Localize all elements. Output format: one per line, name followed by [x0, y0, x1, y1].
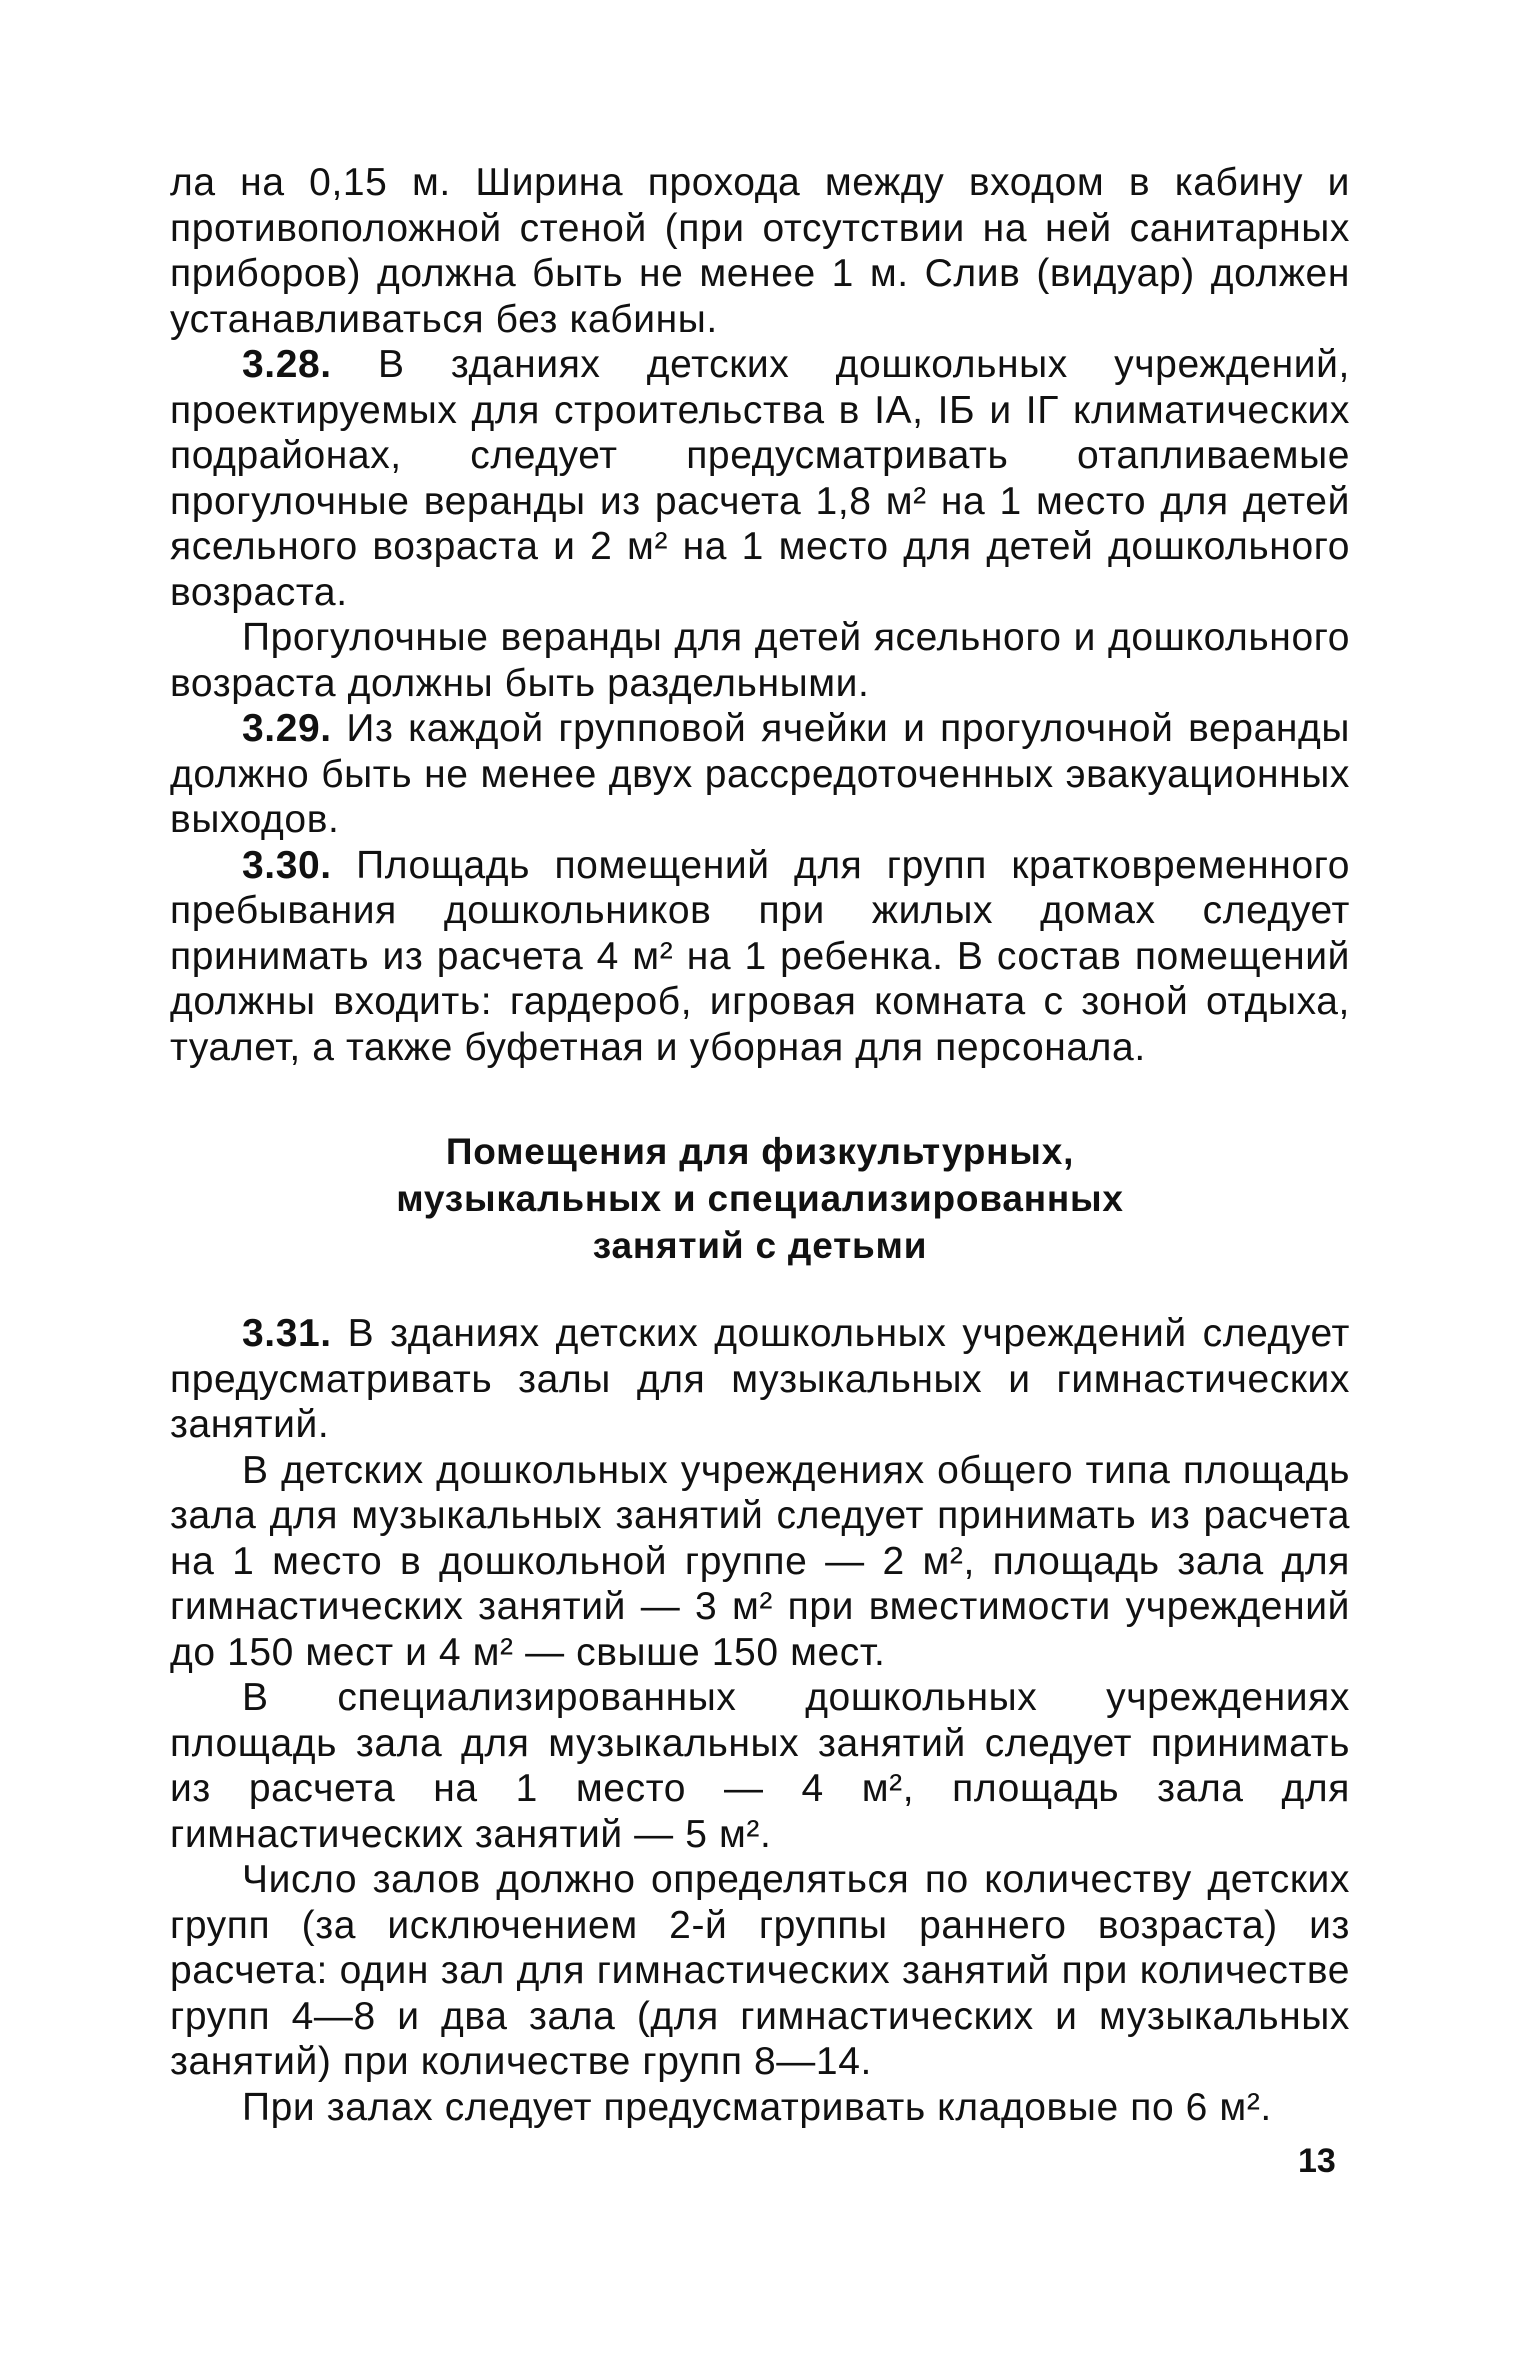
paragraph-general-type [170, 1448, 1350, 1676]
heading-line: музыкальных и специализированных [396, 1178, 1124, 1219]
paragraph-text: В зданиях детских дошкольных учреждений, проектируемых для строительства в IA, IБ и IГ климатических подрайонах, следует предусматривать отапливаемые прогулочные веранды из расчета 1,8 м² на 1 место для детей ясельного возраста и 2 м² на 1 место для детей дошкольного возраста. [170, 343, 1350, 614]
clause-number: 3.29. [242, 707, 332, 750]
clause-number: 3.30. [242, 843, 332, 887]
clause-number: 3.31. [242, 1312, 332, 1355]
page-number: 13 [1298, 2142, 1336, 2180]
heading-line: Помещения для физкультурных, [445, 1131, 1075, 1172]
paragraph-3-31 [170, 1311, 1350, 1448]
paragraph-continuation [170, 160, 1350, 342]
paragraph-text: Число залов должно определяться по количеству детских групп (за исключением 2-й группы раннего возраста) из расчета: один зал для гимнастических занятий при количестве групп 4—8 и два зала (для гимнастических и музыкальных занятий) при количестве групп 8—14. [170, 1858, 1350, 2083]
paragraph-hall-count [170, 1857, 1350, 2085]
paragraph-text: В зданиях детских дошкольных учреждений следует предусматривать залы для музыкальных и гимнастических занятий. [170, 1312, 1350, 1446]
paragraph-text: Площадь помещений для групп кратковременного пребывания дошкольников при жилых домах следует принимать из расчета 4 м² на 1 ребенка. В состав помещений должны входить: гардероб, игровая комната с зоной отдыха, туалет, а также буфетная и уборная для персонала. [170, 843, 1350, 1069]
clause-number: 3.28. [242, 343, 332, 386]
paragraph-text: В детских дошкольных учреждениях общего типа площадь зала для музыкальных занятий следует принимать из расчета на 1 место в дошкольной группе — 2 м², площадь зала для гимнастических занятий — 3 м² при вместимости учреждений до 150 мест и 4 м² — свыше 150 мест. [170, 1448, 1350, 1674]
paragraph-storage [170, 2085, 1350, 2131]
paragraph-text: ла на 0,15 м. Ширина прохода между входом в кабину и противоположной стеной (при отсутствии на ней санитарных приборов) должна быть не менее 1 м. Слив (видуар) должен устанавливаться без кабины. [170, 161, 1350, 341]
paragraph-text: Прогулочные веранды для детей ясельного и дошкольного возраста должны быть раздельными. [170, 616, 1350, 705]
paragraph-verandas [170, 615, 1350, 706]
paragraph-text: Из каждой групповой ячейки и прогулочной веранды должно быть не менее двух рассредоточенных эвакуационных выходов. [170, 707, 1350, 841]
paragraph-3-29 [170, 706, 1350, 843]
document-page [170, 160, 1350, 2130]
section-heading [170, 1128, 1350, 1269]
paragraph-text: При залах следует предусматривать кладовые по 6 м². [242, 2085, 1272, 2129]
paragraph-3-30 [170, 843, 1350, 1071]
paragraph-specialized [170, 1675, 1350, 1857]
paragraph-3-28 [170, 342, 1350, 615]
heading-line: занятий с детьми [592, 1225, 928, 1266]
paragraph-text: В специализированных дошкольных учреждениях площадь зала для музыкальных занятий следует принимать из расчета на 1 место — 4 м², площадь зала для гимнастических занятий — 5 м². [170, 1676, 1350, 1856]
